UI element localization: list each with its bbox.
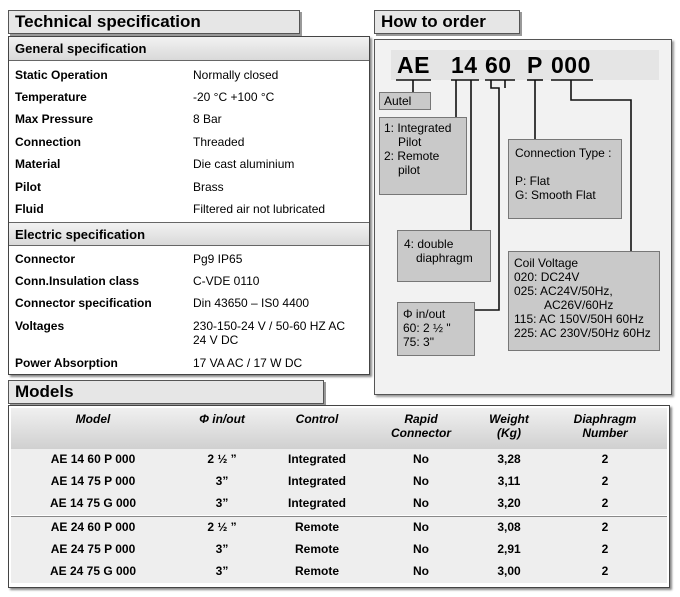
- col-header-phi: [177, 412, 267, 426]
- spec-label: Conn.Insulation class: [15, 274, 140, 288]
- spec-value: 17 VA AC / 17 W DC: [193, 356, 303, 370]
- code-brand: AE: [397, 52, 430, 78]
- spec-label: Power Absorption: [15, 356, 118, 370]
- pilot-box: [379, 117, 467, 195]
- col-header-text: Diaphragm: [573, 412, 637, 426]
- cell-model: AE 24 75 G 000: [49, 564, 137, 578]
- general-spec-header: General specification: [9, 37, 369, 61]
- voltage-line-2: 24 V DC: [193, 333, 239, 347]
- cell-rapid: No: [413, 564, 429, 578]
- coil-line: 020: DC24V: [514, 270, 580, 284]
- connection-line: G: Smooth Flat: [515, 188, 596, 202]
- spec-label: Pilot: [15, 180, 41, 194]
- cell-phi: 3”: [215, 542, 229, 556]
- col-header-text: Φ in/out: [199, 412, 245, 426]
- spec-value: Normally closed: [193, 68, 279, 82]
- coil-line: Coil Voltage: [514, 256, 579, 270]
- phi-line: Φ in/out: [403, 307, 446, 321]
- cell-diaphragm: 2: [601, 474, 609, 488]
- phi-line: 60: 2 ½ ": [403, 321, 451, 335]
- diaphragm-box: [397, 230, 491, 282]
- spec-value: 8 Bar: [193, 112, 222, 126]
- col-header-text: Number: [582, 426, 628, 440]
- cell-control: Remote: [294, 542, 339, 556]
- cell-model: AE 14 60 P 000: [50, 452, 136, 466]
- cell-phi: 2 ½ ”: [207, 520, 237, 534]
- spec-value: Die cast aluminium: [193, 157, 295, 171]
- diaphragm-line: 4: double: [404, 237, 454, 251]
- cell-weight: 3,11: [497, 474, 521, 488]
- coil-line: AC26V/60Hz: [544, 298, 614, 312]
- cell-phi: 3”: [215, 564, 229, 578]
- how-to-order-title: How to order: [381, 12, 486, 31]
- cell-diaphragm: 2: [601, 520, 609, 534]
- phi-line: 75: 3": [403, 335, 434, 349]
- spec-label: Connector specification: [15, 296, 152, 310]
- voltage-line-1: 230-150-24 V / 50-60 HZ AC: [193, 319, 346, 333]
- cell-weight: 3,08: [497, 520, 521, 534]
- pilot-line: 1: Integrated: [384, 121, 452, 135]
- cell-phi: 2 ½ ”: [207, 452, 237, 466]
- cell-control: Remote: [294, 564, 339, 578]
- col-header-weight: [469, 412, 549, 440]
- spec-value: Pg9 IP65: [193, 252, 243, 266]
- spec-value: C-VDE 0110: [193, 274, 260, 288]
- cell-phi: 3”: [215, 474, 229, 488]
- cell-weight: 3,00: [497, 564, 521, 578]
- code-size: 60: [485, 52, 512, 78]
- technical-spec-header: [8, 10, 300, 34]
- code-connection: P: [527, 52, 543, 78]
- spec-value: Din 43650 – IS0 4400: [193, 296, 310, 310]
- cell-model: AE 24 60 P 000: [50, 520, 136, 534]
- spec-value: Filtered air not lubricated: [193, 202, 326, 216]
- cell-phi: 3”: [215, 496, 229, 510]
- cell-weight: 2,91: [497, 542, 521, 556]
- cell-diaphragm: 2: [601, 496, 609, 510]
- models-title: Models: [15, 382, 74, 401]
- col-header-text: (Kg): [497, 426, 521, 440]
- spec-value: [193, 319, 365, 347]
- pilot-line: 2: Remote: [384, 149, 440, 163]
- cell-rapid: No: [413, 474, 429, 488]
- technical-spec-title: Technical specification: [15, 12, 201, 31]
- spec-label: Connector: [15, 252, 75, 266]
- how-to-order-header: [374, 10, 520, 34]
- how-to-order-panel: [374, 39, 672, 395]
- connection-line: [515, 160, 615, 174]
- connection-type-box: [508, 139, 622, 219]
- connection-line: P: Flat: [515, 174, 550, 188]
- cell-rapid: No: [413, 452, 429, 466]
- code-voltage: 000: [551, 52, 591, 78]
- spec-value: Brass: [193, 180, 224, 194]
- autel-label: Autel: [384, 94, 412, 108]
- cell-model: AE 14 75 P 000: [50, 474, 136, 488]
- pilot-line: pilot: [398, 163, 421, 177]
- cell-rapid: No: [413, 496, 429, 510]
- col-header-text: Control: [295, 412, 339, 426]
- cell-model: AE 24 75 P 000: [50, 542, 136, 556]
- col-header-diaphragm: [555, 412, 655, 440]
- cell-control: Remote: [294, 520, 339, 534]
- col-header-control: [267, 412, 367, 426]
- col-header-rapid-connector: [371, 412, 471, 440]
- autel-box: [379, 92, 431, 110]
- coil-line: 115: AC 150V/50H 60Hz: [514, 312, 644, 326]
- col-header-model: [43, 412, 143, 426]
- cell-diaphragm: 2: [601, 542, 609, 556]
- electric-spec-header: Electric specification: [9, 222, 369, 246]
- models-header: [8, 380, 324, 404]
- cell-diaphragm: 2: [601, 564, 609, 578]
- cell-rapid: No: [413, 520, 429, 534]
- cell-control: Integrated: [287, 496, 346, 510]
- spec-label: Max Pressure: [15, 112, 94, 126]
- spec-value: Threaded: [193, 135, 245, 149]
- models-table: [8, 405, 670, 588]
- pilot-line: Pilot: [398, 135, 422, 149]
- spec-value: -20 °C +100 °C: [193, 90, 275, 104]
- spec-label: Temperature: [15, 90, 87, 104]
- coil-line: 225: AC 230V/50Hz 60Hz: [514, 326, 651, 340]
- connection-line: Connection Type :: [515, 146, 612, 160]
- cell-model: AE 14 75 G 000: [49, 496, 137, 510]
- code-pilot: 14: [451, 52, 478, 78]
- spec-label: Static Operation: [15, 68, 108, 82]
- spec-label: Connection: [15, 135, 81, 149]
- cell-rapid: No: [413, 542, 429, 556]
- col-header-text: Weight: [489, 412, 529, 426]
- cell-weight: 3,28: [497, 452, 521, 466]
- spec-label: Fluid: [15, 202, 44, 216]
- spec-label: Material: [15, 157, 61, 171]
- cell-control: Integrated: [287, 452, 346, 466]
- coil-voltage-box: [508, 251, 660, 351]
- phi-box: [397, 302, 475, 356]
- coil-line: 025: AC24V/50Hz,: [514, 284, 613, 298]
- technical-spec-panel: [8, 36, 370, 375]
- col-header-text: Model: [75, 412, 111, 426]
- cell-weight: 3,20: [497, 496, 521, 510]
- cell-control: Integrated: [287, 474, 346, 488]
- diaphragm-line: diaphragm: [416, 251, 473, 265]
- col-header-text: Rapid: [404, 412, 438, 426]
- cell-diaphragm: 2: [601, 452, 609, 466]
- spec-label: Voltages: [15, 319, 65, 333]
- col-header-text: Connector: [391, 426, 451, 440]
